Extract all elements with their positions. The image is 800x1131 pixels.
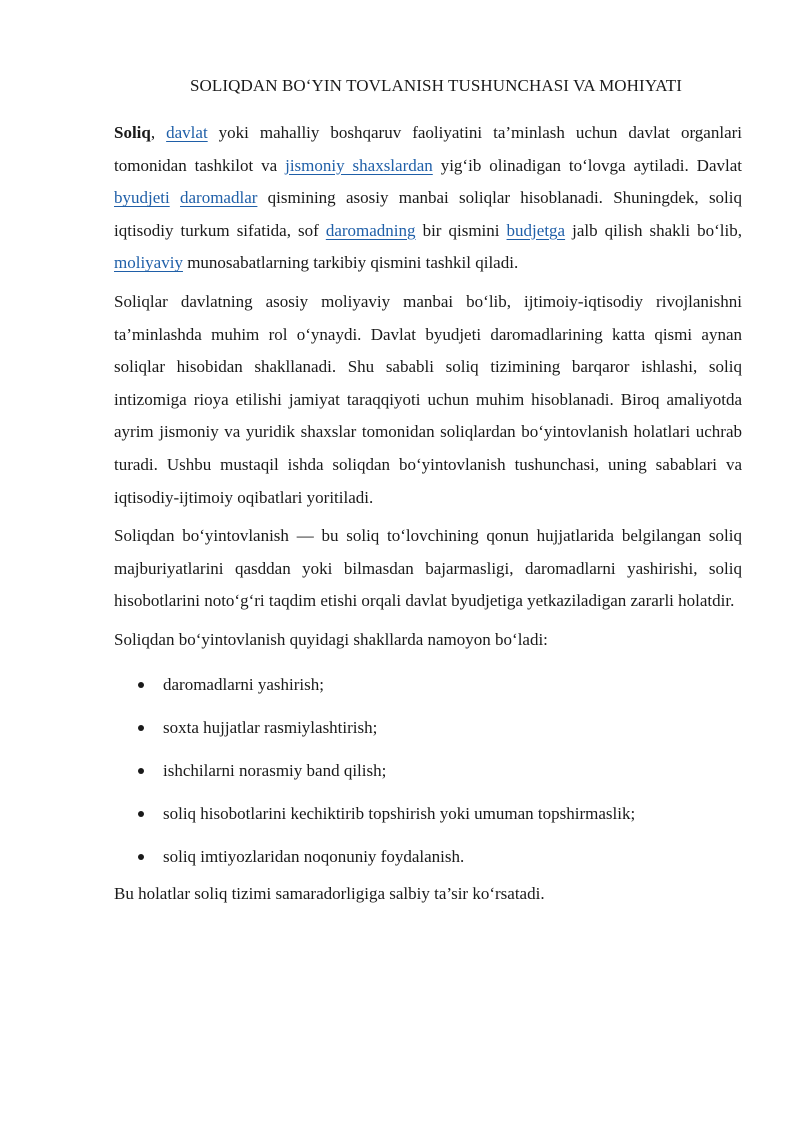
- bold-term: Soliq: [114, 123, 151, 142]
- bullet-icon: [138, 768, 144, 774]
- link-jismoniy-shaxslardan[interactable]: jismoniy shaxslardan: [285, 155, 433, 175]
- link-byudjeti[interactable]: byudjeti: [114, 188, 170, 208]
- bullet-icon: [138, 682, 144, 688]
- bullet-icon: [138, 725, 144, 731]
- bullet-icon: [138, 811, 144, 817]
- list-item: [114, 835, 742, 878]
- link-daromadning[interactable]: daromadning: [325, 220, 416, 240]
- document-body: [114, 117, 742, 916]
- text-run: qismining asosiy manbai soliqlar hisoblanadi. Shuningdek, soliq iqtisodiy turkum sifatida, sof: [114, 188, 743, 240]
- list-item: [114, 792, 742, 835]
- link-budjetga[interactable]: budjetga: [506, 220, 566, 240]
- text-run: munosabatlarning tarkibiy qismini tashkil qiladi.: [182, 253, 519, 273]
- list-item: [114, 663, 742, 706]
- paragraph-3: Soliqdan bo‘yintovlanish — bu soliq to‘lovchining qonun hujjatlarida belgilangan soliq majburiyatlarini qasddan yoki bilmasdan bajarmasligi, daromadlarni yashirishi, soliq hisobotlarini noto‘g‘ri taqdim etishi orqali davlat byudjetiga yetkaziladigan zararli holatdir.: [114, 526, 742, 611]
- link-daromadlar[interactable]: daromadlar: [180, 188, 258, 208]
- list-item-text: soliq imtiyozlaridan noqonuniy foydalanish.: [163, 846, 465, 866]
- text-run: yig‘ib olinadigan to‘lovga aytiladi. Davlat: [432, 155, 742, 175]
- paragraph-4: Soliqdan bo‘yintovlanish quyidagi shakllarda namoyon bo‘ladi:: [114, 629, 548, 649]
- text-run: jalb qilish shakli bo‘lib,: [565, 220, 742, 240]
- link-moliyaviy[interactable]: moliyaviy: [114, 253, 183, 273]
- paragraph-1: [114, 117, 742, 280]
- list-item-text: soliq hisobotlarini kechiktirib topshirish yoki umuman topshirmaslik;: [163, 803, 636, 823]
- list-item: [114, 706, 742, 749]
- text-run: ,: [150, 123, 167, 142]
- text-run: yoki mahalliy boshqaruv faoliyatini ta’minlash uchun davlat organlari tomonidan tashkilot va: [114, 123, 743, 175]
- bullet-list: [114, 663, 742, 878]
- page-title: SOLIQDAN BO‘YIN TOVLANISH TUSHUNCHASI VA MOHIYATI: [189, 76, 683, 95]
- list-item-text: daromadlarni yashirish;: [163, 674, 324, 694]
- link-davlat[interactable]: davlat: [166, 123, 208, 142]
- list-item-text: ishchilarni norasmiy band qilish;: [163, 760, 387, 780]
- bullet-icon: [138, 854, 144, 860]
- text-run: [170, 188, 180, 207]
- paragraph-5: Bu holatlar soliq tizimi samaradorligiga salbiy ta’sir ko‘rsatadi.: [114, 883, 545, 903]
- list-item-text: soxta hujjatlar rasmiylashtirish;: [163, 717, 378, 737]
- text-run: bir qismini: [415, 220, 507, 240]
- list-item: [114, 749, 742, 792]
- paragraph-2: Soliqlar davlatning asosiy moliyaviy manbai bo‘lib, ijtimoiy-iqtisodiy rivojlanishni ta’minlashda muhim rol o‘ynaydi. Davlat byudjeti daromadlarining katta qismi aynan soliqlar hisobidan shakllanadi. Shu sababli soliq tizimining barqaror ishlashi, soliq intizomiga rioya etilishi jamiyat taraqqiyoti uchun muhim hisoblanadi. Biroq amaliyotda ayrim jismoniy va yuridik shaxslar tomonidan soliqlardan bo‘yintovlanish holatlari uchrab turadi. Ushbu mustaqil ishda soliqdan bo‘yintovlanish tushunchasi, uning sabablari va iqtisodiy-ijtimoiy oqibatlari yoritiladi.: [114, 291, 742, 507]
